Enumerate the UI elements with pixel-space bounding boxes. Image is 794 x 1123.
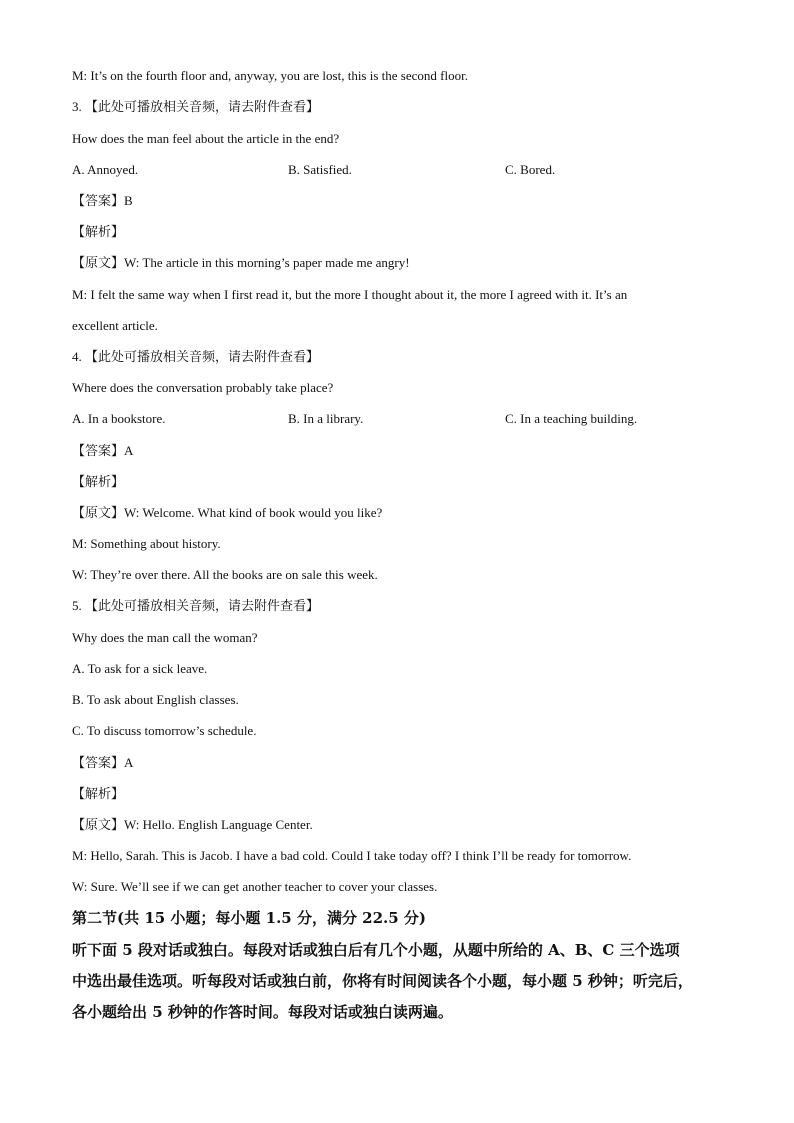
q5-option-c: C. To discuss tomorrow’s schedule.: [72, 723, 257, 738]
q3-transcript-line: excellent article.: [72, 318, 158, 333]
q5-option-b: B. To ask about English classes.: [72, 692, 239, 707]
q4-option-a: A. In a bookstore.: [72, 411, 166, 426]
q3-answer: 【答案】B: [72, 193, 133, 208]
q3-analysis-label: 【解析】: [72, 224, 125, 239]
section-title: 第二节(共 15 小题；每小题 1.5 分，满分 22.5 分): [72, 909, 427, 927]
q4-transcript-line: M: Something about history.: [72, 536, 221, 551]
q4-transcript-line: 【原文】W: Welcome. What kind of book would you like?: [72, 505, 383, 520]
q5-analysis-label: 【解析】: [72, 786, 125, 801]
q5-option-a: A. To ask for a sick leave.: [72, 661, 208, 676]
q4-question: Where does the conversation probably take place?: [72, 380, 334, 395]
q4-analysis-label: 【解析】: [72, 474, 125, 489]
q5-answer: 【答案】A: [72, 755, 134, 770]
q5-audio-placeholder: 5. 【此处可播放相关音频，请去附件查看】: [72, 598, 320, 613]
q4-answer: 【答案】A: [72, 443, 134, 458]
q5-question: Why does the man call the woman?: [72, 630, 258, 645]
q5-transcript-line: M: Hello, Sarah. This is Jacob. I have a bad cold. Could I take today off? I think I’ll be ready for tomorrow.: [72, 848, 632, 863]
q3-option-a: A. Annoyed.: [72, 162, 139, 177]
section-instructions-line: 各小题给出 5 秒钟的作答时间。每段对话或独白读两遍。: [72, 1003, 453, 1021]
dialogue-line: M: It’s on the fourth floor and, anyway, you are lost, this is the second floor.: [72, 68, 468, 83]
q4-option-c: C. In a teaching building.: [505, 411, 638, 426]
q3-transcript-line: 【原文】W: The article in this morning’s paper made me angry!: [72, 255, 410, 270]
section-instructions-line: 听下面 5 段对话或独白。每段对话或独白后有几个小题，从题中所给的 A、B、C 三个选项: [72, 941, 680, 959]
q4-audio-placeholder: 4. 【此处可播放相关音频，请去附件查看】: [72, 349, 320, 364]
section-instructions-line: 中选出最佳选项。听每段对话或独白前，你将有时间阅读各个小题，每小题 5 秒钟；听完后，: [72, 972, 693, 990]
q4-option-b: B. In a library.: [288, 411, 364, 426]
q3-audio-placeholder: 3. 【此处可播放相关音频，请去附件查看】: [72, 99, 320, 114]
q3-question: How does the man feel about the article in the end?: [72, 131, 340, 146]
q3-transcript-line: M: I felt the same way when I first read it, but the more I thought about it, the more I agreed with it. It’s an: [72, 287, 628, 302]
q5-transcript-line: 【原文】W: Hello. English Language Center.: [72, 817, 313, 832]
q3-option-b: B. Satisfied.: [288, 162, 352, 177]
q4-transcript-line: W: They’re over there. All the books are on sale this week.: [72, 567, 378, 582]
q3-option-c: C. Bored.: [505, 162, 556, 177]
q5-transcript-line: W: Sure. We’ll see if we can get another teacher to cover your classes.: [72, 879, 438, 894]
